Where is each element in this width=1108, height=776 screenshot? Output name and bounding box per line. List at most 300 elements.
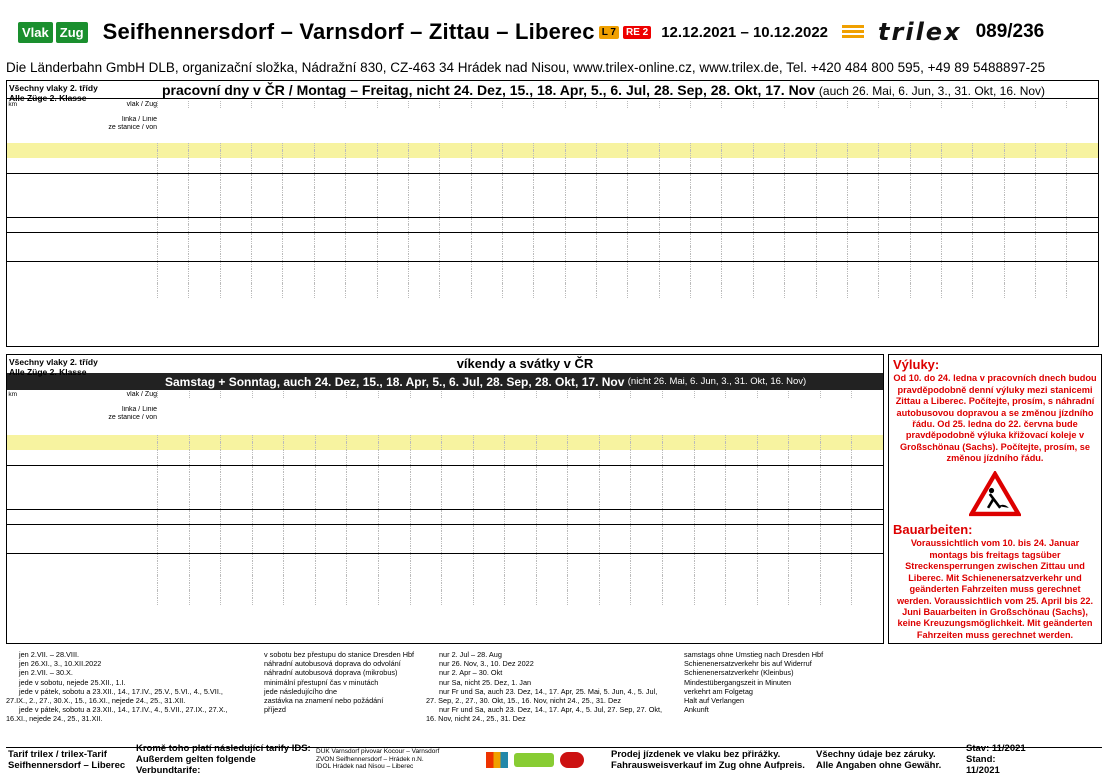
timetable-row — [7, 509, 883, 516]
departure-time — [504, 538, 536, 545]
timetable-row — [7, 158, 1098, 165]
departure-time — [314, 239, 345, 246]
legend-item — [671, 668, 881, 677]
weekend-banner-1: víkendy a svátky v ČR — [456, 356, 594, 371]
legend-item — [671, 705, 881, 714]
departure-time — [1004, 254, 1035, 261]
departure-time — [220, 224, 251, 231]
departure-time — [878, 224, 909, 231]
timetable-row — [7, 217, 1098, 224]
departure-time — [788, 598, 820, 605]
departure-time — [251, 195, 282, 202]
departure-time — [189, 516, 221, 523]
departure-time — [788, 472, 820, 479]
departure-time — [188, 246, 219, 253]
station-km — [7, 202, 17, 209]
departure-time — [408, 239, 439, 246]
departure-time — [694, 583, 726, 590]
departure-time — [820, 575, 852, 582]
departure-time — [690, 202, 721, 209]
construction-warning-icon — [969, 471, 1021, 517]
departure-time — [410, 598, 442, 605]
departure-time — [536, 442, 568, 449]
timetable-row — [7, 524, 883, 531]
departure-time — [694, 538, 726, 545]
departure-time — [188, 276, 219, 283]
departure-time — [627, 269, 658, 276]
departure-time — [1066, 239, 1097, 246]
departure-time — [504, 494, 536, 501]
legend-text: jede v pátek, sobotu a 23.XII., 14., 17.IV., 4., 5.VII., 27.IX., 27.X., 16.XI., nejede 24., 25., 31.XII. — [6, 705, 228, 724]
departure-time — [788, 435, 820, 442]
departure-time — [157, 457, 189, 464]
train-number — [816, 101, 847, 108]
departure-time — [220, 583, 252, 590]
departure-time — [878, 202, 909, 209]
departure-time — [441, 435, 473, 442]
departure-time — [788, 442, 820, 449]
departure-time — [378, 546, 410, 553]
timetable-row — [7, 283, 1098, 290]
timetable-row — [7, 465, 883, 472]
departure-time — [816, 224, 847, 231]
departure-time — [252, 457, 284, 464]
legend-text: nur 26. Nov, 3., 10. Dez 2022 — [439, 659, 534, 669]
departure-time — [251, 224, 282, 231]
departure-time — [816, 246, 847, 253]
legend-item — [671, 650, 881, 659]
departure-time — [345, 224, 376, 231]
validity-dates: 12.12.2021 – 10.12.2022 — [661, 23, 829, 41]
departure-time — [346, 546, 378, 553]
departure-time — [599, 494, 631, 501]
departure-time — [910, 246, 941, 253]
departure-time — [346, 575, 378, 582]
departure-time — [567, 531, 599, 538]
legend — [6, 648, 884, 742]
departure-time — [910, 276, 941, 283]
departure-time — [220, 435, 252, 442]
departure-time — [972, 246, 1003, 253]
departure-time — [690, 283, 721, 290]
departure-time — [314, 143, 345, 150]
departure-time — [599, 590, 631, 597]
departure-time — [408, 143, 439, 150]
departure-time — [662, 472, 694, 479]
departure-time — [345, 158, 376, 165]
departure-time — [283, 531, 315, 538]
departure-time — [941, 195, 972, 202]
departure-time — [283, 442, 315, 449]
departure-time — [659, 150, 690, 157]
departure-time — [533, 150, 564, 157]
timetable-row — [7, 442, 883, 449]
departure-time — [630, 472, 662, 479]
departure-time — [378, 561, 410, 568]
departure-time — [252, 568, 284, 575]
station-km — [7, 269, 17, 276]
departure-time — [157, 210, 188, 217]
departure-time — [690, 180, 721, 187]
departure-time — [408, 224, 439, 231]
departure-time — [878, 210, 909, 217]
departure-time — [346, 457, 378, 464]
departure-time — [408, 202, 439, 209]
departure-time — [972, 283, 1003, 290]
departure-time — [941, 269, 972, 276]
departure-time — [757, 435, 789, 442]
departure-time — [788, 479, 820, 486]
departure-time — [502, 283, 533, 290]
departure-time — [694, 435, 726, 442]
departure-time — [408, 269, 439, 276]
departure-time — [690, 195, 721, 202]
departure-time — [1035, 269, 1066, 276]
departure-time — [471, 291, 502, 298]
departure-time — [533, 254, 564, 261]
departure-time — [473, 494, 505, 501]
station-km — [7, 158, 17, 165]
departure-time — [252, 538, 284, 545]
timetable-row — [7, 187, 1098, 194]
station-km — [7, 472, 17, 479]
departure-time — [721, 224, 752, 231]
departure-time — [910, 180, 941, 187]
departure-time — [784, 202, 815, 209]
departure-time — [251, 202, 282, 209]
departure-time — [596, 202, 627, 209]
departure-time — [439, 143, 470, 150]
departure-time — [378, 590, 410, 597]
departure-time — [851, 479, 883, 486]
departure-time — [533, 202, 564, 209]
departure-time — [847, 143, 878, 150]
departure-time — [378, 479, 410, 486]
departure-time — [757, 598, 789, 605]
departure-time — [283, 590, 315, 597]
departure-time — [1035, 143, 1066, 150]
departure-time — [565, 239, 596, 246]
departure-time — [847, 246, 878, 253]
station-km — [7, 568, 17, 575]
station-km — [7, 487, 17, 494]
departure-time — [471, 202, 502, 209]
departure-time — [1035, 195, 1066, 202]
departure-time — [157, 568, 189, 575]
departure-time — [694, 479, 726, 486]
station-name — [17, 435, 157, 442]
departure-time — [410, 435, 442, 442]
station-km — [7, 450, 17, 457]
departure-time — [941, 291, 972, 298]
departure-time — [757, 479, 789, 486]
departure-time — [315, 450, 347, 457]
departure-time — [599, 516, 631, 523]
departure-time — [847, 180, 878, 187]
departure-time — [851, 450, 883, 457]
departure-time — [157, 435, 189, 442]
departure-time — [662, 583, 694, 590]
station-km — [7, 538, 17, 545]
departure-time — [473, 590, 505, 597]
legend-col-de-days — [426, 650, 666, 724]
station-name — [17, 516, 157, 523]
departure-time — [251, 150, 282, 157]
departure-time — [694, 442, 726, 449]
departure-time — [690, 150, 721, 157]
departure-time — [910, 254, 941, 261]
departure-time — [439, 180, 470, 187]
departure-time — [220, 590, 252, 597]
timetable-row — [7, 246, 1098, 253]
departure-time — [504, 568, 536, 575]
legend-item — [6, 678, 246, 687]
timetable-row — [7, 538, 883, 545]
construction-heading: Bauarbeiten: — [893, 522, 973, 538]
legend-item — [671, 659, 881, 668]
departure-time — [753, 158, 784, 165]
departure-time — [567, 472, 599, 479]
station-name — [17, 291, 157, 298]
departure-time — [314, 165, 345, 172]
departure-time — [725, 561, 757, 568]
departure-time — [157, 538, 189, 545]
departure-time — [784, 165, 815, 172]
footer — [6, 743, 1102, 776]
departure-time — [378, 583, 410, 590]
station-km — [7, 479, 17, 486]
departure-time — [599, 561, 631, 568]
departure-time — [1004, 202, 1035, 209]
header — [18, 8, 1098, 56]
departure-time — [533, 276, 564, 283]
departure-time — [847, 158, 878, 165]
departure-time — [1004, 143, 1035, 150]
departure-time — [910, 195, 941, 202]
legend-text: minimální přestupní čas v minutách — [264, 677, 379, 687]
departure-time — [599, 502, 631, 509]
departure-time — [378, 494, 410, 501]
departure-time — [596, 239, 627, 246]
departure-time — [345, 239, 376, 246]
departure-time — [502, 276, 533, 283]
timetable-row — [7, 261, 1098, 268]
departure-time — [565, 187, 596, 194]
departure-time — [220, 195, 251, 202]
departure-time — [753, 150, 784, 157]
timetable-row — [7, 590, 883, 597]
station-name — [17, 546, 157, 553]
departure-time — [441, 568, 473, 575]
departure-time — [378, 450, 410, 457]
station-name — [17, 195, 157, 202]
departure-time — [694, 575, 726, 582]
departure-time — [377, 269, 408, 276]
timetable-row — [7, 291, 1098, 298]
departure-time — [157, 531, 189, 538]
departure-time — [252, 494, 284, 501]
departure-time — [471, 239, 502, 246]
departure-time — [659, 224, 690, 231]
departure-time — [536, 479, 568, 486]
departure-time — [533, 195, 564, 202]
departure-time — [251, 283, 282, 290]
legend-text: nur 2. Jul – 28. Aug — [439, 650, 502, 659]
legend-text: Ankunft — [684, 705, 709, 715]
departure-time — [659, 195, 690, 202]
departure-time — [188, 202, 219, 209]
departure-time — [788, 531, 820, 538]
departure-time — [157, 450, 189, 457]
departure-time — [502, 254, 533, 261]
departure-time — [565, 283, 596, 290]
legend-col-cz-symbols — [251, 650, 421, 714]
departure-time — [784, 195, 815, 202]
departure-time — [972, 187, 1003, 194]
departure-time — [725, 538, 757, 545]
departure-time — [473, 435, 505, 442]
departure-time — [847, 165, 878, 172]
departure-time — [314, 291, 345, 298]
station-km — [7, 590, 17, 597]
departure-time — [721, 165, 752, 172]
departure-time — [536, 435, 568, 442]
station-name — [17, 158, 157, 165]
departure-time — [536, 450, 568, 457]
station-km — [7, 224, 17, 231]
departure-time — [471, 165, 502, 172]
departure-time — [599, 457, 631, 464]
legend-item — [251, 678, 421, 687]
departure-time — [567, 546, 599, 553]
departure-time — [471, 246, 502, 253]
duk-logo-icon — [486, 752, 508, 768]
departure-time — [851, 531, 883, 538]
legend-text: samstags ohne Umstieg nach Dresden Hbf — [684, 650, 824, 659]
departure-time — [282, 224, 313, 231]
departure-time — [596, 195, 627, 202]
departure-time — [659, 210, 690, 217]
station-name — [17, 254, 157, 261]
departure-time — [596, 210, 627, 217]
departure-time — [315, 561, 347, 568]
departure-time — [251, 187, 282, 194]
notice-panel — [888, 354, 1102, 644]
train-number — [972, 101, 1003, 108]
departure-time — [251, 254, 282, 261]
legend-item — [6, 668, 246, 677]
station-km — [7, 457, 17, 464]
departure-time — [408, 283, 439, 290]
departure-time — [345, 254, 376, 261]
train-number — [502, 101, 533, 108]
line-badge-re2: RE 2 — [623, 26, 651, 39]
from-station-row — [7, 414, 883, 421]
departure-time — [315, 457, 347, 464]
departure-time — [753, 246, 784, 253]
departure-time — [725, 575, 757, 582]
departure-time — [662, 568, 694, 575]
departure-time — [410, 487, 442, 494]
departure-time — [662, 435, 694, 442]
departure-time — [725, 531, 757, 538]
departure-time — [471, 254, 502, 261]
departure-time — [346, 435, 378, 442]
departure-time — [283, 561, 315, 568]
station-km — [7, 291, 17, 298]
departure-time — [410, 561, 442, 568]
departure-time — [441, 531, 473, 538]
legend-text: příjezd — [264, 705, 286, 715]
departure-time — [502, 224, 533, 231]
footer-status: Stav: 11/2021 Stand: 11/2021 — [966, 743, 1026, 776]
departure-time — [188, 239, 219, 246]
departure-time — [567, 598, 599, 605]
departure-time — [220, 575, 252, 582]
departure-time — [473, 568, 505, 575]
departure-time — [972, 276, 1003, 283]
departure-time — [941, 165, 972, 172]
departure-time — [851, 561, 883, 568]
departure-time — [252, 598, 284, 605]
departure-time — [784, 210, 815, 217]
departure-time — [252, 531, 284, 538]
departure-time — [972, 291, 1003, 298]
timetable-row — [7, 561, 883, 568]
departure-time — [851, 568, 883, 575]
departure-time — [439, 202, 470, 209]
timetable-row — [7, 224, 1098, 231]
station-name — [17, 568, 157, 575]
departure-time — [188, 283, 219, 290]
departure-time — [345, 210, 376, 217]
departure-time — [471, 158, 502, 165]
departure-time — [157, 195, 188, 202]
departure-time — [220, 283, 251, 290]
departure-time — [972, 150, 1003, 157]
vlak-zug-label: vlak / Zug — [126, 391, 157, 398]
departure-time — [659, 202, 690, 209]
train-number — [439, 101, 470, 108]
departure-time — [567, 561, 599, 568]
train-number — [157, 101, 188, 108]
station-km — [7, 494, 17, 501]
train-number — [441, 391, 473, 398]
timetable-row — [7, 232, 1098, 239]
departure-time — [694, 516, 726, 523]
departure-time — [816, 180, 847, 187]
departure-time — [439, 276, 470, 283]
km-label: km — [8, 101, 17, 108]
departure-time — [816, 283, 847, 290]
departure-time — [282, 202, 313, 209]
departure-time — [471, 210, 502, 217]
departure-time — [753, 291, 784, 298]
departure-time — [157, 561, 189, 568]
departure-time — [471, 283, 502, 290]
departure-time — [536, 590, 568, 597]
departure-time — [972, 165, 1003, 172]
departure-time — [504, 457, 536, 464]
departure-time — [282, 158, 313, 165]
departure-time — [283, 575, 315, 582]
departure-time — [346, 479, 378, 486]
departure-time — [533, 143, 564, 150]
departure-time — [251, 180, 282, 187]
departure-time — [378, 487, 410, 494]
departure-time — [721, 276, 752, 283]
departure-time — [345, 187, 376, 194]
